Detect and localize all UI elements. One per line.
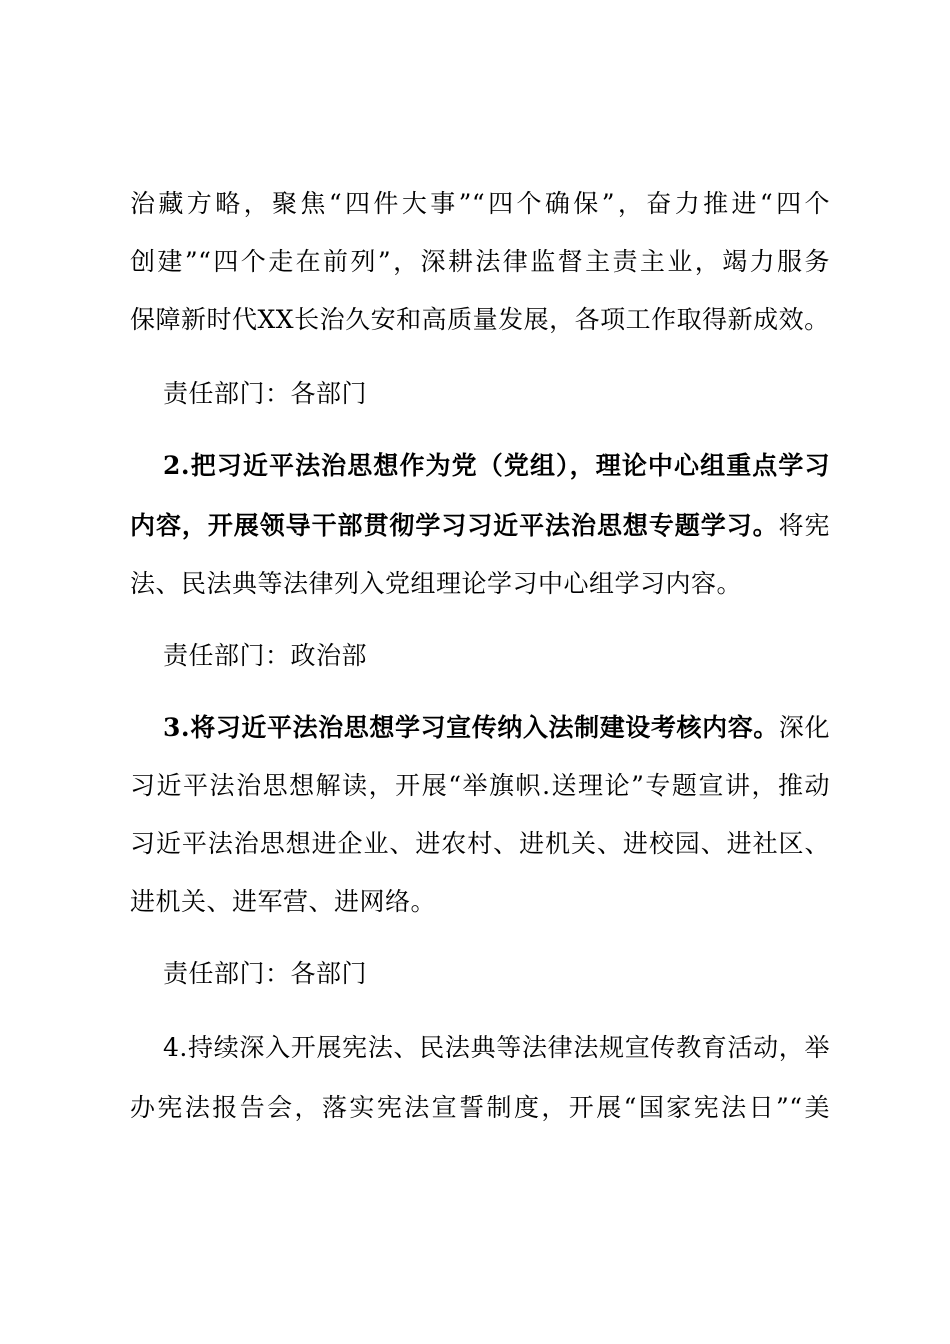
item4-line1: 4.持续深入开展宪法、民法典等法律法规宣传教育活动，举 bbox=[163, 1033, 830, 1062]
para1-line1: 治藏方略，聚焦“四件大事”“四个确保”，奋力推进“四个 bbox=[130, 189, 830, 218]
item2-heading-line2: 内容，开展领导干部贯彻学习习近平法治思想专题学习。 bbox=[130, 511, 779, 540]
responsibility-line-1: 责任部门：各部门 bbox=[163, 379, 368, 408]
para1-line2: 创建”“四个走在前列”，深耕法律监督主责主业，竭力服务 bbox=[130, 247, 830, 276]
item2-body-start: 将宪 bbox=[778, 511, 830, 540]
item3-line2: 习近平法治思想解读，开展“举旗帜.送理论”专题宣讲，推动 bbox=[130, 771, 830, 800]
para1-line3: 保障新时代XX长治久安和高质量发展，各项工作取得新成效。 bbox=[130, 305, 830, 334]
item3-body-start: 深化 bbox=[778, 713, 830, 742]
item3-line4: 进机关、进军营、进网络。 bbox=[130, 887, 437, 916]
item3-line3: 习近平法治思想进企业、进农村、进机关、进校园、进社区、 bbox=[130, 829, 830, 858]
item3-line1 bbox=[163, 708, 830, 748]
item3-heading: 3.将习近平法治思想学习宣传纳入法制建设考核内容。 bbox=[163, 713, 779, 742]
item2-heading-line1: 2.把习近平法治思想作为党（党组），理论中心组重点学习 bbox=[163, 451, 830, 480]
item2-line2 bbox=[130, 506, 830, 546]
item4-line2: 办宪法报告会，落实宪法宣誓制度，开展“国家宪法日”“美 bbox=[130, 1093, 830, 1122]
responsibility-line-2: 责任部门：政治部 bbox=[163, 641, 368, 670]
responsibility-line-3: 责任部门：各部门 bbox=[163, 959, 368, 988]
item2-line3: 法、民法典等法律列入党组理论学习中心组学习内容。 bbox=[130, 569, 743, 598]
